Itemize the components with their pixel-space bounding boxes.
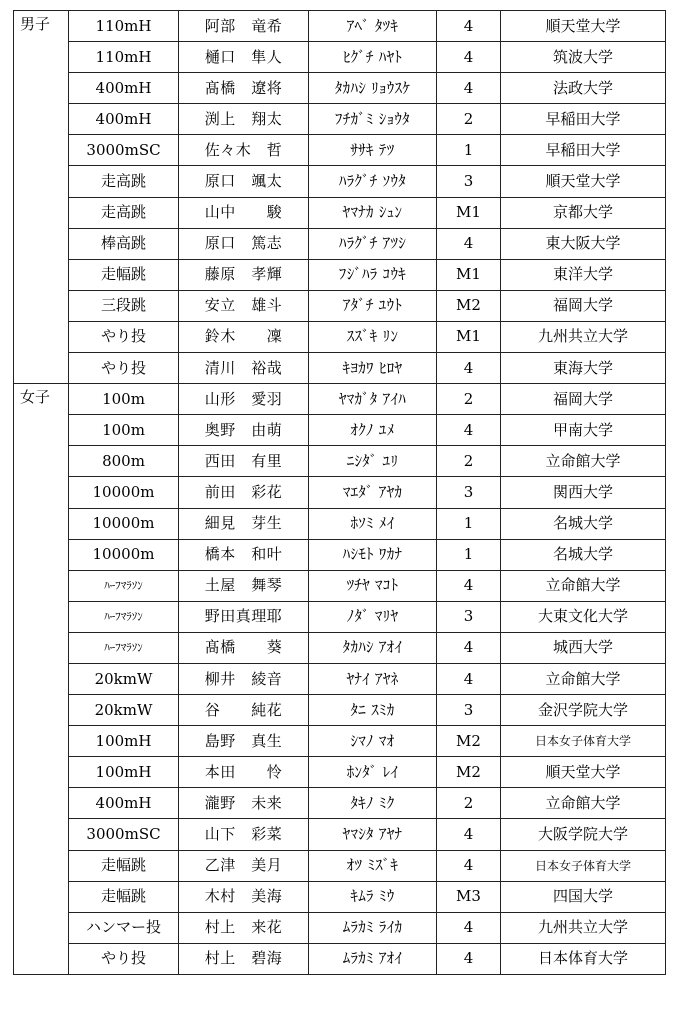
kana-reading-cell: ﾎｿﾐ ﾒｲ xyxy=(309,508,437,539)
event-cell: ﾊｰﾌﾏﾗｿﾝ xyxy=(69,601,179,632)
table-row xyxy=(14,695,666,726)
event-cell: ﾊｰﾌﾏﾗｿﾝ xyxy=(69,570,179,601)
event-cell: ハンマー投 xyxy=(69,912,179,943)
university-cell: 順天堂大学 xyxy=(501,757,666,788)
grade-cell: 4 xyxy=(437,850,501,881)
table-row xyxy=(14,259,666,290)
table-row xyxy=(14,601,666,632)
university-cell: 大東文化大学 xyxy=(501,601,666,632)
table-row xyxy=(14,788,666,819)
table-row xyxy=(14,570,666,601)
kana-reading-cell: ﾔﾏﾅｶ ｼｭﾝ xyxy=(309,197,437,228)
athlete-name-cell: 橋本 和叶 xyxy=(179,539,309,570)
kana-reading-cell: ﾉﾀﾞ ﾏﾘﾔ xyxy=(309,601,437,632)
kana-reading-cell: ｱﾍﾞ ﾀﾂｷ xyxy=(309,11,437,42)
university-cell: 日本女子体育大学 xyxy=(501,726,666,757)
table-row xyxy=(14,539,666,570)
event-cell: ﾊｰﾌﾏﾗｿﾝ xyxy=(69,632,179,663)
grade-cell: 4 xyxy=(437,415,501,446)
university-cell: 福岡大学 xyxy=(501,384,666,415)
kana-reading-cell: ﾑﾗｶﾐ ﾗｲｶ xyxy=(309,912,437,943)
kana-reading-cell: ｵﾂ ﾐｽﾞｷ xyxy=(309,850,437,881)
table-row xyxy=(14,197,666,228)
grade-cell: 2 xyxy=(437,104,501,135)
kana-reading-cell: ﾎﾝﾀﾞ ﾚｲ xyxy=(309,757,437,788)
grade-cell: 1 xyxy=(437,539,501,570)
athlete-name-cell: 村上 来花 xyxy=(179,912,309,943)
event-cell: 走高跳 xyxy=(69,197,179,228)
athlete-name-cell: 渕上 翔太 xyxy=(179,104,309,135)
athlete-name-cell: 前田 彩花 xyxy=(179,477,309,508)
table-row xyxy=(14,135,666,166)
kana-reading-cell: ﾊﾗｸﾞﾁ ｱﾂｼ xyxy=(309,228,437,259)
university-cell: 順天堂大学 xyxy=(501,11,666,42)
event-cell: 10000m xyxy=(69,477,179,508)
kana-reading-cell: ﾔﾏｶﾞﾀ ｱｲﾊ xyxy=(309,384,437,415)
table-row xyxy=(14,508,666,539)
athlete-name-cell: 土屋 舞琴 xyxy=(179,570,309,601)
grade-cell: 4 xyxy=(437,570,501,601)
grade-cell: 4 xyxy=(437,819,501,850)
grade-cell: M1 xyxy=(437,321,501,352)
event-cell: 走高跳 xyxy=(69,166,179,197)
university-cell: 城西大学 xyxy=(501,632,666,663)
athlete-name-cell: 谷 純花 xyxy=(179,695,309,726)
grade-cell: 4 xyxy=(437,663,501,694)
kana-reading-cell: ﾑﾗｶﾐ ｱｵｲ xyxy=(309,943,437,974)
athlete-name-cell: 山下 彩菜 xyxy=(179,819,309,850)
event-cell: やり投 xyxy=(69,353,179,384)
kana-reading-cell: ﾀｶﾊｼ ｱｵｲ xyxy=(309,632,437,663)
roster-body xyxy=(14,11,666,975)
event-cell: 走幅跳 xyxy=(69,259,179,290)
grade-cell: 3 xyxy=(437,166,501,197)
kana-reading-cell: ﾂﾁﾔ ﾏｺﾄ xyxy=(309,570,437,601)
kana-reading-cell: ｽｽﾞｷ ﾘﾝ xyxy=(309,321,437,352)
table-row xyxy=(14,632,666,663)
grade-cell: 4 xyxy=(437,42,501,73)
kana-reading-cell: ｷﾑﾗ ﾐｳ xyxy=(309,881,437,912)
grade-cell: 2 xyxy=(437,384,501,415)
athlete-name-cell: 西田 有里 xyxy=(179,446,309,477)
table-row xyxy=(14,663,666,694)
event-cell: 20kmW xyxy=(69,695,179,726)
kana-reading-cell: ﾋｸﾞﾁ ﾊﾔﾄ xyxy=(309,42,437,73)
athlete-name-cell: 奥野 由萌 xyxy=(179,415,309,446)
event-cell: 走幅跳 xyxy=(69,881,179,912)
kana-reading-cell: ｷﾖｶﾜ ﾋﾛﾔ xyxy=(309,353,437,384)
table-row xyxy=(14,726,666,757)
grade-cell: 2 xyxy=(437,788,501,819)
grade-cell: 4 xyxy=(437,943,501,974)
event-cell: 走幅跳 xyxy=(69,850,179,881)
university-cell: 早稲田大学 xyxy=(501,135,666,166)
kana-reading-cell: ﾔﾏｼﾀ ｱﾔﾅ xyxy=(309,819,437,850)
table-row xyxy=(14,290,666,321)
table-row xyxy=(14,757,666,788)
table-row xyxy=(14,415,666,446)
athlete-name-cell: 鈴木 凜 xyxy=(179,321,309,352)
table-row xyxy=(14,943,666,974)
table-row xyxy=(14,446,666,477)
table-row xyxy=(14,42,666,73)
university-cell: 早稲田大学 xyxy=(501,104,666,135)
university-cell: 金沢学院大学 xyxy=(501,695,666,726)
event-cell: 棒高跳 xyxy=(69,228,179,259)
athlete-name-cell: 安立 雄斗 xyxy=(179,290,309,321)
kana-reading-cell: ｵｸﾉ ﾕﾒ xyxy=(309,415,437,446)
event-cell: 3000mSC xyxy=(69,135,179,166)
event-cell: 400mH xyxy=(69,73,179,104)
university-cell: 東洋大学 xyxy=(501,259,666,290)
athlete-name-cell: 木村 美海 xyxy=(179,881,309,912)
grade-cell: M2 xyxy=(437,290,501,321)
athlete-name-cell: 樋口 隼人 xyxy=(179,42,309,73)
university-cell: 日本体育大学 xyxy=(501,943,666,974)
grade-cell: 4 xyxy=(437,11,501,42)
grade-cell: 1 xyxy=(437,508,501,539)
event-cell: 10000m xyxy=(69,539,179,570)
grade-cell: 4 xyxy=(437,353,501,384)
table-row xyxy=(14,73,666,104)
university-cell: 順天堂大学 xyxy=(501,166,666,197)
athlete-name-cell: 山中 駿 xyxy=(179,197,309,228)
athlete-name-cell: 柳井 綾音 xyxy=(179,663,309,694)
event-cell: 20kmW xyxy=(69,663,179,694)
university-cell: 筑波大学 xyxy=(501,42,666,73)
table-row xyxy=(14,353,666,384)
kana-reading-cell: ﾔﾅｲ ｱﾔﾈ xyxy=(309,663,437,694)
kana-reading-cell: ﾌﾁｶﾞﾐ ｼｮｳﾀ xyxy=(309,104,437,135)
kana-reading-cell: ｻｻｷ ﾃﾂ xyxy=(309,135,437,166)
event-cell: やり投 xyxy=(69,943,179,974)
grade-cell: 4 xyxy=(437,912,501,943)
university-cell: 東大阪大学 xyxy=(501,228,666,259)
grade-cell: M1 xyxy=(437,197,501,228)
event-cell: 110mH xyxy=(69,42,179,73)
table-row xyxy=(14,321,666,352)
university-cell: 法政大学 xyxy=(501,73,666,104)
event-cell: 100m xyxy=(69,415,179,446)
kana-reading-cell: ﾆｼﾀﾞ ﾕﾘ xyxy=(309,446,437,477)
event-cell: 400mH xyxy=(69,788,179,819)
grade-cell: 4 xyxy=(437,73,501,104)
athlete-name-cell: 髙橋 葵 xyxy=(179,632,309,663)
kana-reading-cell: ｼﾏﾉ ﾏｵ xyxy=(309,726,437,757)
table-row xyxy=(14,384,666,415)
university-cell: 立命館大学 xyxy=(501,788,666,819)
table-row xyxy=(14,228,666,259)
athlete-name-cell: 髙橋 遼将 xyxy=(179,73,309,104)
athlete-name-cell: 島野 真生 xyxy=(179,726,309,757)
kana-reading-cell: ﾀｶﾊｼ ﾘｮｳｽｹ xyxy=(309,73,437,104)
kana-reading-cell: ﾀｷﾉ ﾐｸ xyxy=(309,788,437,819)
grade-cell: 3 xyxy=(437,601,501,632)
grade-cell: M2 xyxy=(437,757,501,788)
athlete-name-cell: 本田 怜 xyxy=(179,757,309,788)
university-cell: 九州共立大学 xyxy=(501,321,666,352)
table-row xyxy=(14,912,666,943)
roster-table xyxy=(13,10,666,975)
event-cell: 100m xyxy=(69,384,179,415)
kana-reading-cell: ﾀﾆ ｽﾐｶ xyxy=(309,695,437,726)
university-cell: 九州共立大学 xyxy=(501,912,666,943)
university-cell: 日本女子体育大学 xyxy=(501,850,666,881)
athlete-name-cell: 瀧野 未来 xyxy=(179,788,309,819)
grade-cell: M2 xyxy=(437,726,501,757)
table-row xyxy=(14,104,666,135)
grade-cell: 1 xyxy=(437,135,501,166)
university-cell: 関西大学 xyxy=(501,477,666,508)
event-cell: 100mH xyxy=(69,726,179,757)
table-row xyxy=(14,166,666,197)
university-cell: 甲南大学 xyxy=(501,415,666,446)
event-cell: 400mH xyxy=(69,104,179,135)
kana-reading-cell: ｱﾀﾞﾁ ﾕｳﾄ xyxy=(309,290,437,321)
kana-reading-cell: ﾌｼﾞﾊﾗ ｺｳｷ xyxy=(309,259,437,290)
athlete-name-cell: 佐々木 哲 xyxy=(179,135,309,166)
university-cell: 名城大学 xyxy=(501,508,666,539)
event-cell: 110mH xyxy=(69,11,179,42)
athlete-name-cell: 藤原 孝輝 xyxy=(179,259,309,290)
event-cell: 3000mSC xyxy=(69,819,179,850)
university-cell: 東海大学 xyxy=(501,353,666,384)
grade-cell: M1 xyxy=(437,259,501,290)
kana-reading-cell: ﾊﾗｸﾞﾁ ｿｳﾀ xyxy=(309,166,437,197)
athlete-name-cell: 原口 颯太 xyxy=(179,166,309,197)
grade-cell: 4 xyxy=(437,632,501,663)
table-row xyxy=(14,477,666,508)
university-cell: 大阪学院大学 xyxy=(501,819,666,850)
grade-cell: M3 xyxy=(437,881,501,912)
table-row xyxy=(14,819,666,850)
university-cell: 四国大学 xyxy=(501,881,666,912)
athlete-name-cell: 村上 碧海 xyxy=(179,943,309,974)
university-cell: 立命館大学 xyxy=(501,570,666,601)
event-cell: 800m xyxy=(69,446,179,477)
event-cell: 10000m xyxy=(69,508,179,539)
athlete-name-cell: 野田真理耶 xyxy=(179,601,309,632)
athlete-name-cell: 山形 愛羽 xyxy=(179,384,309,415)
university-cell: 立命館大学 xyxy=(501,446,666,477)
grade-cell: 2 xyxy=(437,446,501,477)
athlete-name-cell: 乙津 美月 xyxy=(179,850,309,881)
table-row xyxy=(14,881,666,912)
grade-cell: 4 xyxy=(437,228,501,259)
athlete-name-cell: 阿部 竜希 xyxy=(179,11,309,42)
kana-reading-cell: ﾊｼﾓﾄ ﾜｶﾅ xyxy=(309,539,437,570)
table-row xyxy=(14,11,666,42)
athlete-name-cell: 清川 裕哉 xyxy=(179,353,309,384)
athlete-name-cell: 細見 芽生 xyxy=(179,508,309,539)
event-cell: やり投 xyxy=(69,321,179,352)
grade-cell: 3 xyxy=(437,695,501,726)
event-cell: 三段跳 xyxy=(69,290,179,321)
event-cell: 100mH xyxy=(69,757,179,788)
university-cell: 福岡大学 xyxy=(501,290,666,321)
grade-cell: 3 xyxy=(437,477,501,508)
kana-reading-cell: ﾏｴﾀﾞ ｱﾔｶ xyxy=(309,477,437,508)
gender-group-label: 男子 xyxy=(14,11,69,384)
university-cell: 名城大学 xyxy=(501,539,666,570)
table-row xyxy=(14,850,666,881)
gender-group-label: 女子 xyxy=(14,384,69,975)
university-cell: 京都大学 xyxy=(501,197,666,228)
athlete-name-cell: 原口 篤志 xyxy=(179,228,309,259)
university-cell: 立命館大学 xyxy=(501,663,666,694)
